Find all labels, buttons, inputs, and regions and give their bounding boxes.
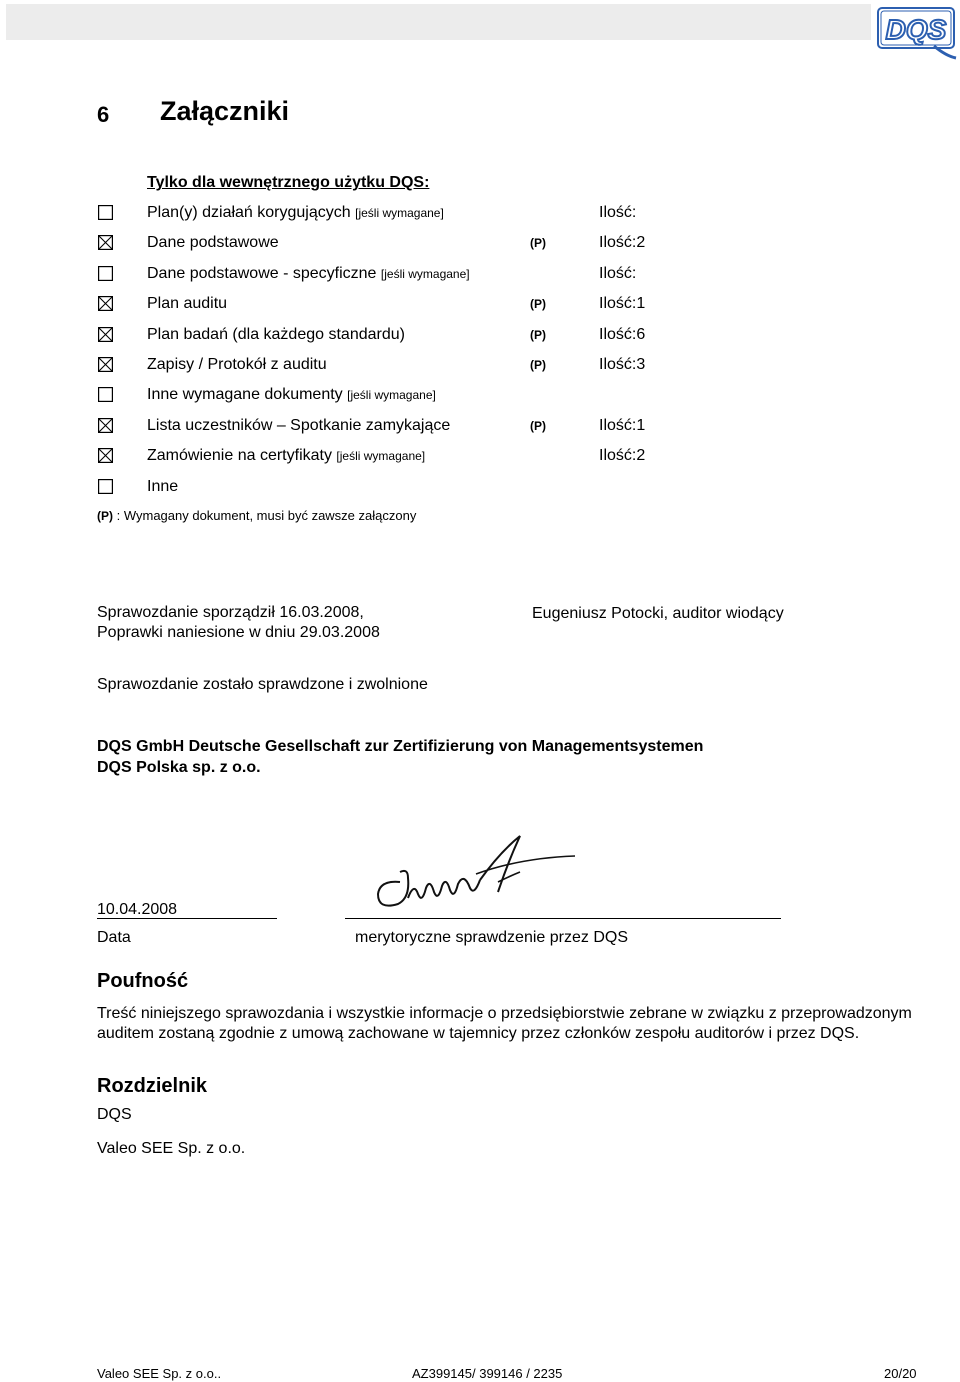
checklist-item [0, 324, 960, 348]
checked-box-icon[interactable] [98, 357, 113, 372]
quantity: Ilość:6 [599, 326, 646, 343]
checkbox-icon[interactable] [98, 479, 113, 494]
internal-use-label: Tylko dla wewnętrznego użytku DQS: [147, 174, 430, 191]
checklist-label-text: Inne wymagane dokumenty [147, 386, 343, 403]
confidentiality-heading: Poufność [97, 970, 189, 992]
checkbox-icon[interactable] [98, 266, 113, 281]
required-marker: (P) [530, 419, 546, 433]
review-label: merytoryczne sprawdzenie przez DQS [355, 929, 628, 946]
required-marker: (P) [530, 236, 546, 250]
report-checked: Sprawozdanie zostało sprawdzone i zwolnione [97, 676, 428, 693]
quantity: Ilość:1 [599, 417, 646, 434]
required-marker: (P) [530, 358, 546, 372]
date-line [97, 918, 277, 919]
legend-code: (P) [97, 509, 113, 523]
lead-auditor: Eugeniusz Potocki, auditor wiodący [532, 605, 784, 622]
checklist-label [147, 478, 178, 496]
report-prepared: Sprawozdanie sporządził 16.03.2008, [97, 604, 364, 621]
checklist-label [147, 356, 327, 374]
checklist-label [147, 265, 470, 283]
checklist-label-text: Plan auditu [147, 295, 228, 312]
checklist-label-text: Zapisy / Protokół z auditu [147, 356, 327, 373]
checklist-label [147, 447, 425, 465]
checklist-note: [jeśli wymagane] [380, 267, 470, 281]
checklist-label-text: Zamówienie na certyfikaty [147, 447, 332, 464]
section-title: Załączniki [160, 96, 290, 126]
section-number: 6 [97, 102, 110, 127]
checked-box-icon[interactable] [98, 448, 113, 463]
checklist-label-text: Inne [147, 478, 179, 495]
checklist-label [147, 417, 450, 435]
quantity: Ilość:2 [599, 234, 646, 251]
checklist-item [0, 293, 960, 317]
checklist-item [0, 202, 960, 226]
signature-line [345, 918, 781, 919]
checked-box-icon[interactable] [98, 327, 113, 342]
confidentiality-text: Treść niniejszego sprawozdania i wszystkie informacje o przedsiębiorstwie zebrane w związku z przeprowadzonym auditem zostaną zgodnie z umową zachowane w tajemnicy przez członków zespołu auditorów i przez DQS. [97, 1005, 912, 1042]
legend-text: : Wymagany dokument, musi być zawsze załączony [113, 508, 417, 523]
checked-box-icon[interactable] [98, 296, 113, 311]
checklist-item [0, 445, 960, 469]
logo-text: DQS [885, 14, 947, 45]
checklist-label-text: Lista uczestników – Spotkanie zamykające [147, 417, 451, 434]
required-marker: (P) [530, 297, 546, 311]
checklist-note: [jeśli wymagane] [347, 388, 436, 402]
checklist-label-text: Dane podstawowe - specyficzne [147, 265, 377, 282]
checked-box-icon[interactable] [98, 235, 113, 250]
checklist-label-text: Plan(y) działań korygujących [147, 204, 351, 221]
distribution-item: DQS [97, 1106, 132, 1123]
checklist-item [0, 384, 960, 408]
required-marker: (P) [530, 328, 546, 342]
checklist-label [147, 295, 227, 313]
report-corrections: Poprawki naniesione w dniu 29.03.2008 [97, 624, 380, 641]
signature-icon [370, 832, 580, 916]
header-bar [6, 4, 871, 40]
company-line1: DQS GmbH Deutsche Gesellschaft zur Zertifizierung von Managementsystemen [97, 738, 704, 755]
checklist-item [0, 415, 960, 439]
quantity: Ilość: [599, 204, 637, 221]
footer-company: Valeo SEE Sp. z o.o.. [97, 1366, 222, 1381]
checklist-label [147, 326, 405, 344]
footer-page: 20/20 [884, 1366, 917, 1381]
checklist-label [147, 234, 279, 252]
company-line2: DQS Polska sp. z o.o. [97, 759, 261, 776]
quantity: Ilość:1 [599, 295, 646, 312]
checklist-item [0, 354, 960, 378]
checklist-label-text: Dane podstawowe [147, 234, 279, 251]
checkbox-icon[interactable] [98, 205, 113, 220]
checklist-item [0, 476, 960, 500]
quantity: Ilość: [599, 265, 637, 282]
checklist-label [147, 386, 436, 404]
dqs-logo-icon [876, 4, 958, 62]
date-label: Data [97, 929, 131, 946]
checklist-label-text: Plan badań (dla każdego standardu) [147, 326, 405, 343]
checklist-item [0, 263, 960, 287]
checklist-item [0, 232, 960, 256]
checked-box-icon[interactable] [98, 418, 113, 433]
legend [97, 508, 416, 523]
quantity: Ilość:2 [599, 447, 646, 464]
checklist-note: [jeśli wymagane] [355, 206, 444, 220]
checklist-note: [jeśli wymagane] [336, 449, 426, 463]
distribution-item: Valeo SEE Sp. z o.o. [97, 1140, 246, 1157]
checklist-label [147, 204, 444, 222]
distribution-heading: Rozdzielnik [97, 1075, 208, 1097]
footer-reference: AZ399145/ 399146 / 2235 [412, 1366, 563, 1381]
checkbox-icon[interactable] [98, 387, 113, 402]
signature-date: 10.04.2008 [97, 901, 178, 918]
quantity: Ilość:3 [599, 356, 646, 373]
